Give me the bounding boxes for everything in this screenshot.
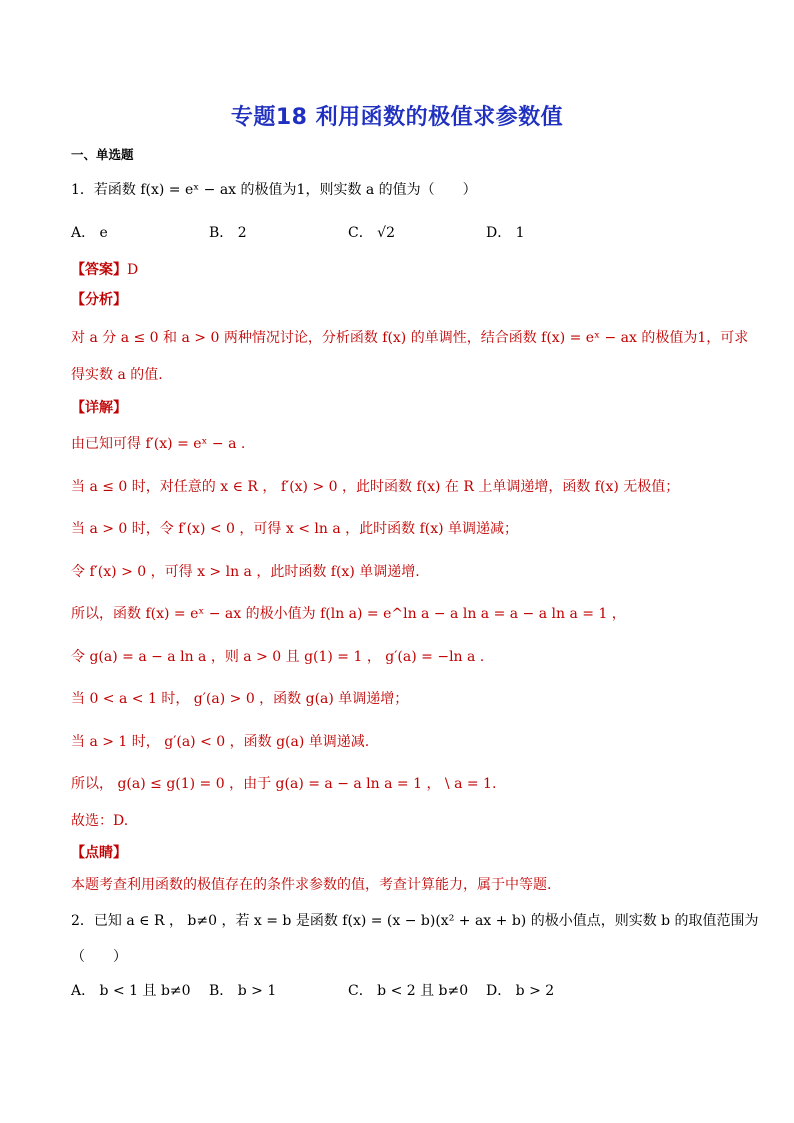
q1-option-c: C． √2 <box>348 225 395 241</box>
q1-option-a: A． e <box>71 225 108 241</box>
detail-line-10: 故选：D. <box>71 813 129 829</box>
detail-line-1: 由已知可得 f′(x) = eˣ − a . <box>71 436 246 452</box>
q1-option-b: B． 2 <box>209 225 247 241</box>
analysis-line-2: 得实数 a 的值. <box>71 367 163 383</box>
q1-stem: 1．若函数 f(x) = eˣ − ax 的极值为1，则实数 a 的值为（ ） <box>71 182 477 198</box>
q2-option-b: B． b > 1 <box>209 983 277 999</box>
detail-tag: 【详解】 <box>71 400 127 416</box>
analysis-line-1: 对 a 分 a ≤ 0 和 a > 0 两种情况讨论，分析函数 f(x) 的单调性，结合函数 f(x) = eˣ − ax 的极值为1，可求 <box>71 330 749 346</box>
page-title: 专题18 利用函数的极值求参数值 <box>230 105 564 130</box>
q1-answer-row <box>71 260 138 280</box>
detail-line-6: 令 g(a) = a − a ln a ，则 a > 0 且 g(1) = 1 ， g′(a) = −ln a . <box>71 649 485 665</box>
detail-line-4: 令 f′(x) > 0 ，可得 x > ln a ，此时函数 f(x) 单调递增. <box>71 564 420 580</box>
detail-line-2: 当 a ≤ 0 时，对任意的 x ∈ R ， f′(x) > 0 ，此时函数 f(x) 在 R 上单调递增，函数 f(x) 无极值； <box>71 479 680 495</box>
detail-line-5: 所以，函数 f(x) = eˣ − ax 的极小值为 f(ln a) = e^ln a − a ln a = a − a ln a = 1 ， <box>71 606 626 622</box>
q2-option-c: C． b < 2 且 b≠0 <box>348 983 469 999</box>
q2-stem-line-2: （ ） <box>71 949 127 965</box>
detail-line-8: 当 a > 1 时， g′(a) < 0 ，函数 g(a) 单调递减. <box>71 734 370 750</box>
q2-option-d: D． b > 2 <box>486 983 555 999</box>
q2-option-a: A． b < 1 且 b≠0 <box>71 983 191 999</box>
analysis-tag: 【分析】 <box>71 292 127 308</box>
q2-stem-line-1: 2．已知 a ∈ R ， b≠0 ，若 x = b 是函数 f(x) = (x − b)(x² + ax + b) 的极小值点，则实数 b 的取值范围为 <box>71 913 759 929</box>
answer-value: D <box>127 262 139 278</box>
answer-tag: 【答案】 <box>71 262 127 278</box>
detail-line-9: 所以， g(a) ≤ g(1) = 0 ，由于 g(a) = a − a ln a = 1 ， \ a = 1. <box>71 776 497 792</box>
point-tag: 【点睛】 <box>71 845 127 861</box>
detail-line-7: 当 0 < a < 1 时， g′(a) > 0 ，函数 g(a) 单调递增； <box>71 691 409 707</box>
point-text: 本题考查利用函数的极值存在的条件求参数的值，考查计算能力，属于中等题. <box>71 877 552 893</box>
detail-line-3: 当 a > 0 时，令 f′(x) < 0 ，可得 x < ln a ，此时函数 f(x) 单调递减； <box>71 521 519 537</box>
section-heading: 一、单选题 <box>71 147 134 162</box>
q1-option-d: D． 1 <box>486 225 525 241</box>
